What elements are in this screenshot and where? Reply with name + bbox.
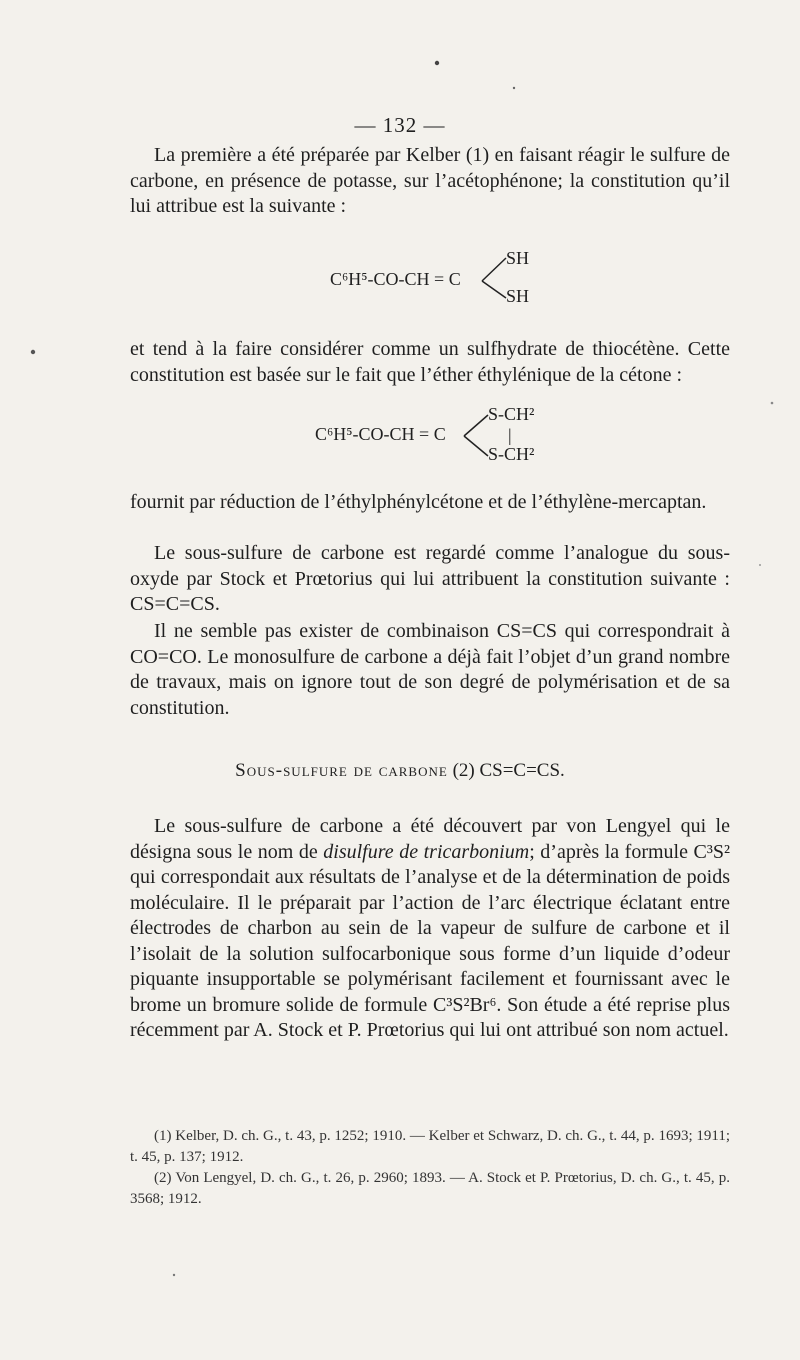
paragraph-4 [130,541,730,618]
footnotes [130,1126,730,1210]
paragraph-6-after-italic: ; d’après la formule C³S² qui correspondait aux résultats de l’analyse et de la détermination de poids moléculaire. Il le préparait par l’action de l’arc électrique éclatant entre électrodes de charbon au sein de la vapeur de sulfure de carbone et il l’isolait de la solution sulfocarbonique sous forme d’un liquide d’odeur piquante insupportable se polymérisant facilement et fournissant avec le brome un bromure solide de formule C³S²Br⁶. Son étude a été reprise plus récemment par A. Stock et P. Prœtorius qui lui ont attribué son nom actuel. [130,840,730,1041]
paragraph-1-text: La première a été préparée par Kelber (1) en faisant réagir le sulfure de carbone, en présence de potasse, sur l’acétophénone; la constitution qu’il lui attribue est la suivante : [130,144,730,217]
paragraph-6-text [130,814,730,1044]
formula-2-top: S-CH² [488,404,535,424]
footnote-2: (2) Von Lengyel, D. ch. G., t. 26, p. 2960; 1893. — A. Stock et P. Prœtorius, D. ch. G., t. 45, p. 3568; 1912. [130,1170,730,1207]
paragraph-3-text: fournit par réduction de l’éthylphénylcétone et de l’éthylène-mercaptan. [130,491,707,513]
paragraph-6 [130,814,730,1044]
paragraph-6-before-italic: Le sous-sulfure de carbone a été découvert par von Lengyel qui le désigna sous le nom de [130,815,730,863]
footnote-1: (1) Kelber, D. ch. G., t. 43, p. 1252; 1910. — Kelber et Schwarz, D. ch. G., t. 44, p. 1693; 1911; t. 45, p. 137; 1912. [130,1128,730,1165]
formula-1-bottom: SH [506,286,530,306]
paragraph-5 [130,619,730,721]
formula-1-top: SH [506,248,530,268]
formula-2-bottom: S-CH² [488,444,535,464]
paragraph-6-italic: disulfure de tricarbonium [323,840,530,863]
paragraph-4-text: Le sous-sulfure de carbone est regardé comme l’analogue du sous-oxyde par Stock et Prœtorius qui lui attribuent la constitution suivante : CS=C=CS. [130,542,730,615]
paragraph-3 [130,490,730,516]
formula-1-main-text: C⁶H⁵-CO-CH = C [330,269,461,289]
paragraph-5-text: Il ne semble pas exister de combinaison CS=CS qui correspondrait à CO=CO. Le monosulfure de carbone a déjà fait l’objet d’un grand nombre de travaux, mais on ignore tout de son degré de polymérisation et de sa constitution. [130,620,730,719]
formula-2-bonds [0,0,800,500]
section-heading-title: Sous-sulfure de carbone [235,760,448,781]
paragraph-2-text: et tend à la faire considérer comme un sulfhydrate de thiocétène. Cette constitution est basée sur le fait que l’éther éthylénique de la cétone : [130,338,730,386]
page-number: — 132 — [354,113,446,137]
section-heading-suffix: (2) CS=C=CS. [452,760,565,781]
formula-2-middle: | [508,425,512,445]
section-heading [0,760,800,782]
formula-2-main-text: C⁶H⁵-CO-CH = C [315,424,446,444]
